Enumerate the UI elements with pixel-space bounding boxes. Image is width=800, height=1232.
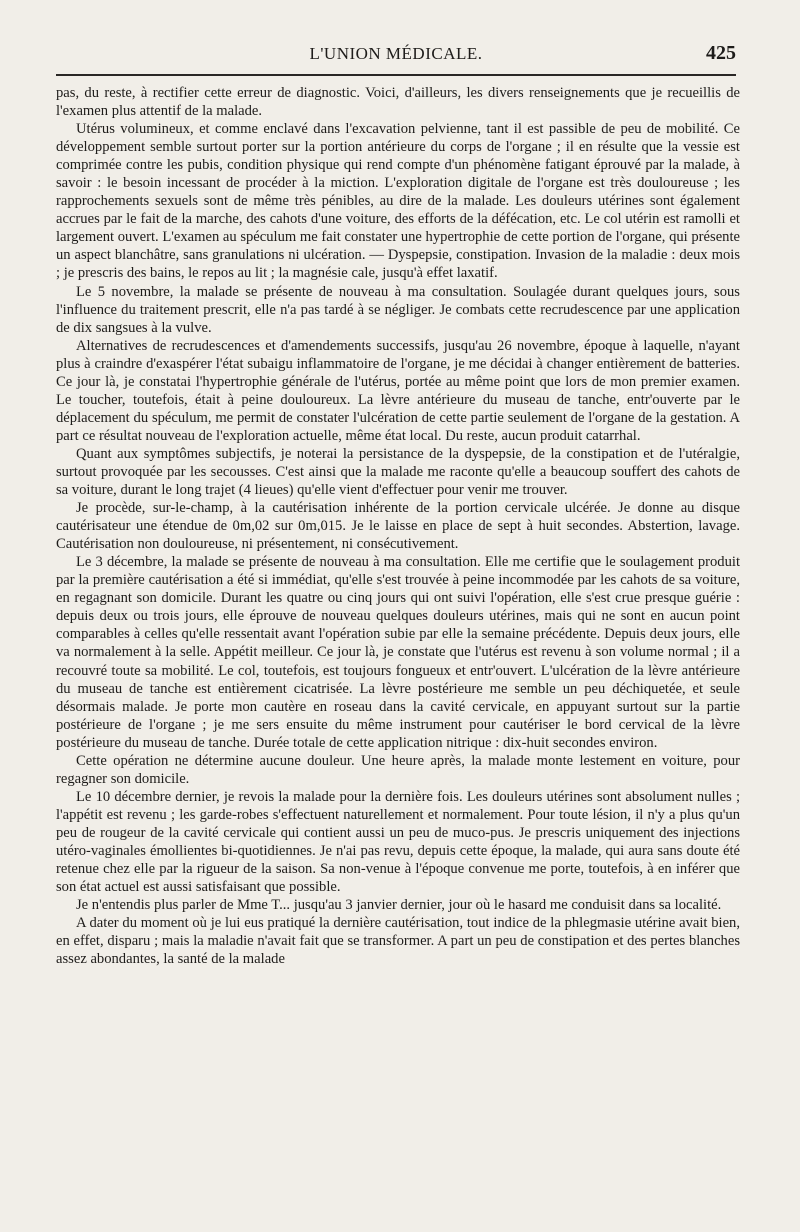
page-number: 425 bbox=[706, 42, 736, 64]
paragraph: Le 10 décembre dernier, je revois la malade pour la dernière fois. Les douleurs utérines sont absolument nulles ; l'appétit est revenu ; les garde-robes s'effectuent naturellement et normalement. Pour toute lésion, il n'y a plus qu'un peu de rougeur de la cavité cervicale qui contient aussi un peu de muco-pus. Je prescris uniquement des injections utéro-vaginales émollientes bi-quotidiennes. Je n'ai pas revu, depuis cette époque, la malade, qui aura sans doute été retenue chez elle par la rigueur de la saison. Sa non-venue à l'époque convenue me porte, toutefois, à en inférer que son état actuel est aussi satisfaisant que possible. bbox=[56, 788, 740, 896]
header-rule bbox=[56, 74, 736, 76]
body-text bbox=[56, 84, 740, 968]
paragraph: pas, du reste, à rectifier cette erreur de diagnostic. Voici, d'ailleurs, les divers renseignements que je recueillis de l'examen plus attentif de la malade. bbox=[56, 85, 740, 120]
page-header bbox=[56, 38, 736, 68]
paragraph: Je n'entendis plus parler de Mme T... jusqu'au 3 janvier dernier, jour où le hasard me conduisit dans sa localité. bbox=[76, 897, 722, 914]
paragraph: Le 5 novembre, la malade se présente de nouveau à ma consultation. Soulagée durant quelques jours, sous l'influence du traitement prescrit, elle n'a pas tardé à se négliger. Je combats cette recrudescence par une application de dix sangsues à la vulve. bbox=[56, 283, 740, 336]
paragraph: A dater du moment où je lui eus pratiqué la dernière cautérisation, tout indice de la phlegmasie utérine avait bien, en effet, disparu ; mais la maladie n'avait fait que se transformer. A part un peu de constipation et des pertes blanches assez abondantes, la santé de la malade bbox=[56, 915, 740, 968]
paragraph: Quant aux symptômes subjectifs, je noterai la persistance de la dyspepsie, de la constipation et de l'utéralgie, surtout provoquée par les secousses. C'est ainsi que la malade me raconte qu'elle a beaucoup souffert des cahots de sa voiture, durant le long trajet (4 lieues) qu'elle vient d'effectuer pour venir me trouver. bbox=[56, 445, 740, 499]
paragraph: Cette opération ne détermine aucune douleur. Une heure après, la malade monte lestement en voiture, pour regagner son domicile. bbox=[56, 752, 740, 787]
paragraph: Alternatives de recrudescences et d'amendements successifs, jusqu'au 26 novembre, époque à laquelle, n'ayant plus à craindre d'exaspérer l'état subaigu inflammatoire de l'organe, je me décidai à changer entièrement de batteries. Ce jour là, je constatai l'hypertrophie générale de l'utérus, portée au même point que lors de mon premier examen. Le toucher, toutefois, était à peine douloureux. La lèvre antérieure du museau de tanche, entr'ouverte par le déplacement du spéculum, me permit de constater l'ulcération de cette partie seulement de l'organe de la gestation. A part ce résultat nouveau de l'exploration actuelle, même état local. Du reste, aucun produit catarrhal. bbox=[56, 337, 740, 444]
running-title: L'UNION MÉDICALE. bbox=[309, 44, 483, 63]
paragraph: Je procède, sur-le-champ, à la cautérisation inhérente de la portion cervicale ulcérée. Je donne au disque cautérisateur une étendue de 0m,02 sur 0m,015. Je le laisse en place de sept à huit secondes. Abstertion, lavage. Cautérisation non douloureuse, ni présentement, ni consécutivement. bbox=[56, 500, 740, 553]
paragraph: Le 3 décembre, la malade se présente de nouveau à ma consultation. Elle me certifie que le soulagement produit par la première cautérisation a été si immédiat, qu'elle s'est trouvée à peine incommodée par les cahots de sa voiture, en regagnant son domicile. Durant les quatre ou cinq jours qui ont suivi l'opération, elle s'est crue presque guérie : depuis deux ou trois jours, elle éprouve de nouveau quelques douleurs utérines, mais qui ne sont en aucun point comparables à celles qu'elle ressentait avant l'opération subie par elle la semaine précédente. Depuis deux jours, elle va normalement à la selle. Appétit meilleur. Ce jour là, je constate que l'utérus est revenu à son volume normal ; il a recouvré toute sa mobilité. Le col, toutefois, est toujours fongueux et entr'ouvert. L'ulcération de la lèvre antérieure du museau de tanche est entièrement cicatrisée. La lèvre postérieure me semble un peu déchiquetée, et seule désormais malade. Je porte mon cautère en roseau dans la cavité cervicale, en appuyant surtout sur la partie postérieure de l'organe ; je me sers ensuite du même instrument pour cautériser le bord cervical de la lèvre postérieure du museau de tanche. Durée totale de cette application nitrique : dix-huit secondes environ. bbox=[56, 554, 740, 751]
paragraph: Utérus volumineux, et comme enclavé dans l'excavation pelvienne, tant il est passible de peu de mobilité. Ce développement semble surtout porter sur la portion antérieure du corps de l'organe ; il en résulte que la vessie est comprimée contre les pubis, condition physique qui rend compte d'un phénomène fatigant éprouvé par la malade, à savoir : le besoin incessant de procéder à la miction. L'exploration digitale de l'organe est très douloureuse ; les rapprochements sexuels sont de même très pénibles, au dire de la malade. Les douleurs utérines sont également accrues par le fait de la marche, des cahots d'une voiture, des efforts de la défécation, etc. Le col utérin est ramolli et largement ouvert. L'examen au spéculum me fait constater une hypertrophie de cette portion de l'organe, qui présente un aspect blanchâtre, sans granulations ni ulcération. — Dyspepsie, constipation. Invasion de la maladie : deux mois ; je prescris des bains, le repos au lit ; la magnésie cale, jusqu'à effet laxatif. bbox=[56, 121, 740, 282]
